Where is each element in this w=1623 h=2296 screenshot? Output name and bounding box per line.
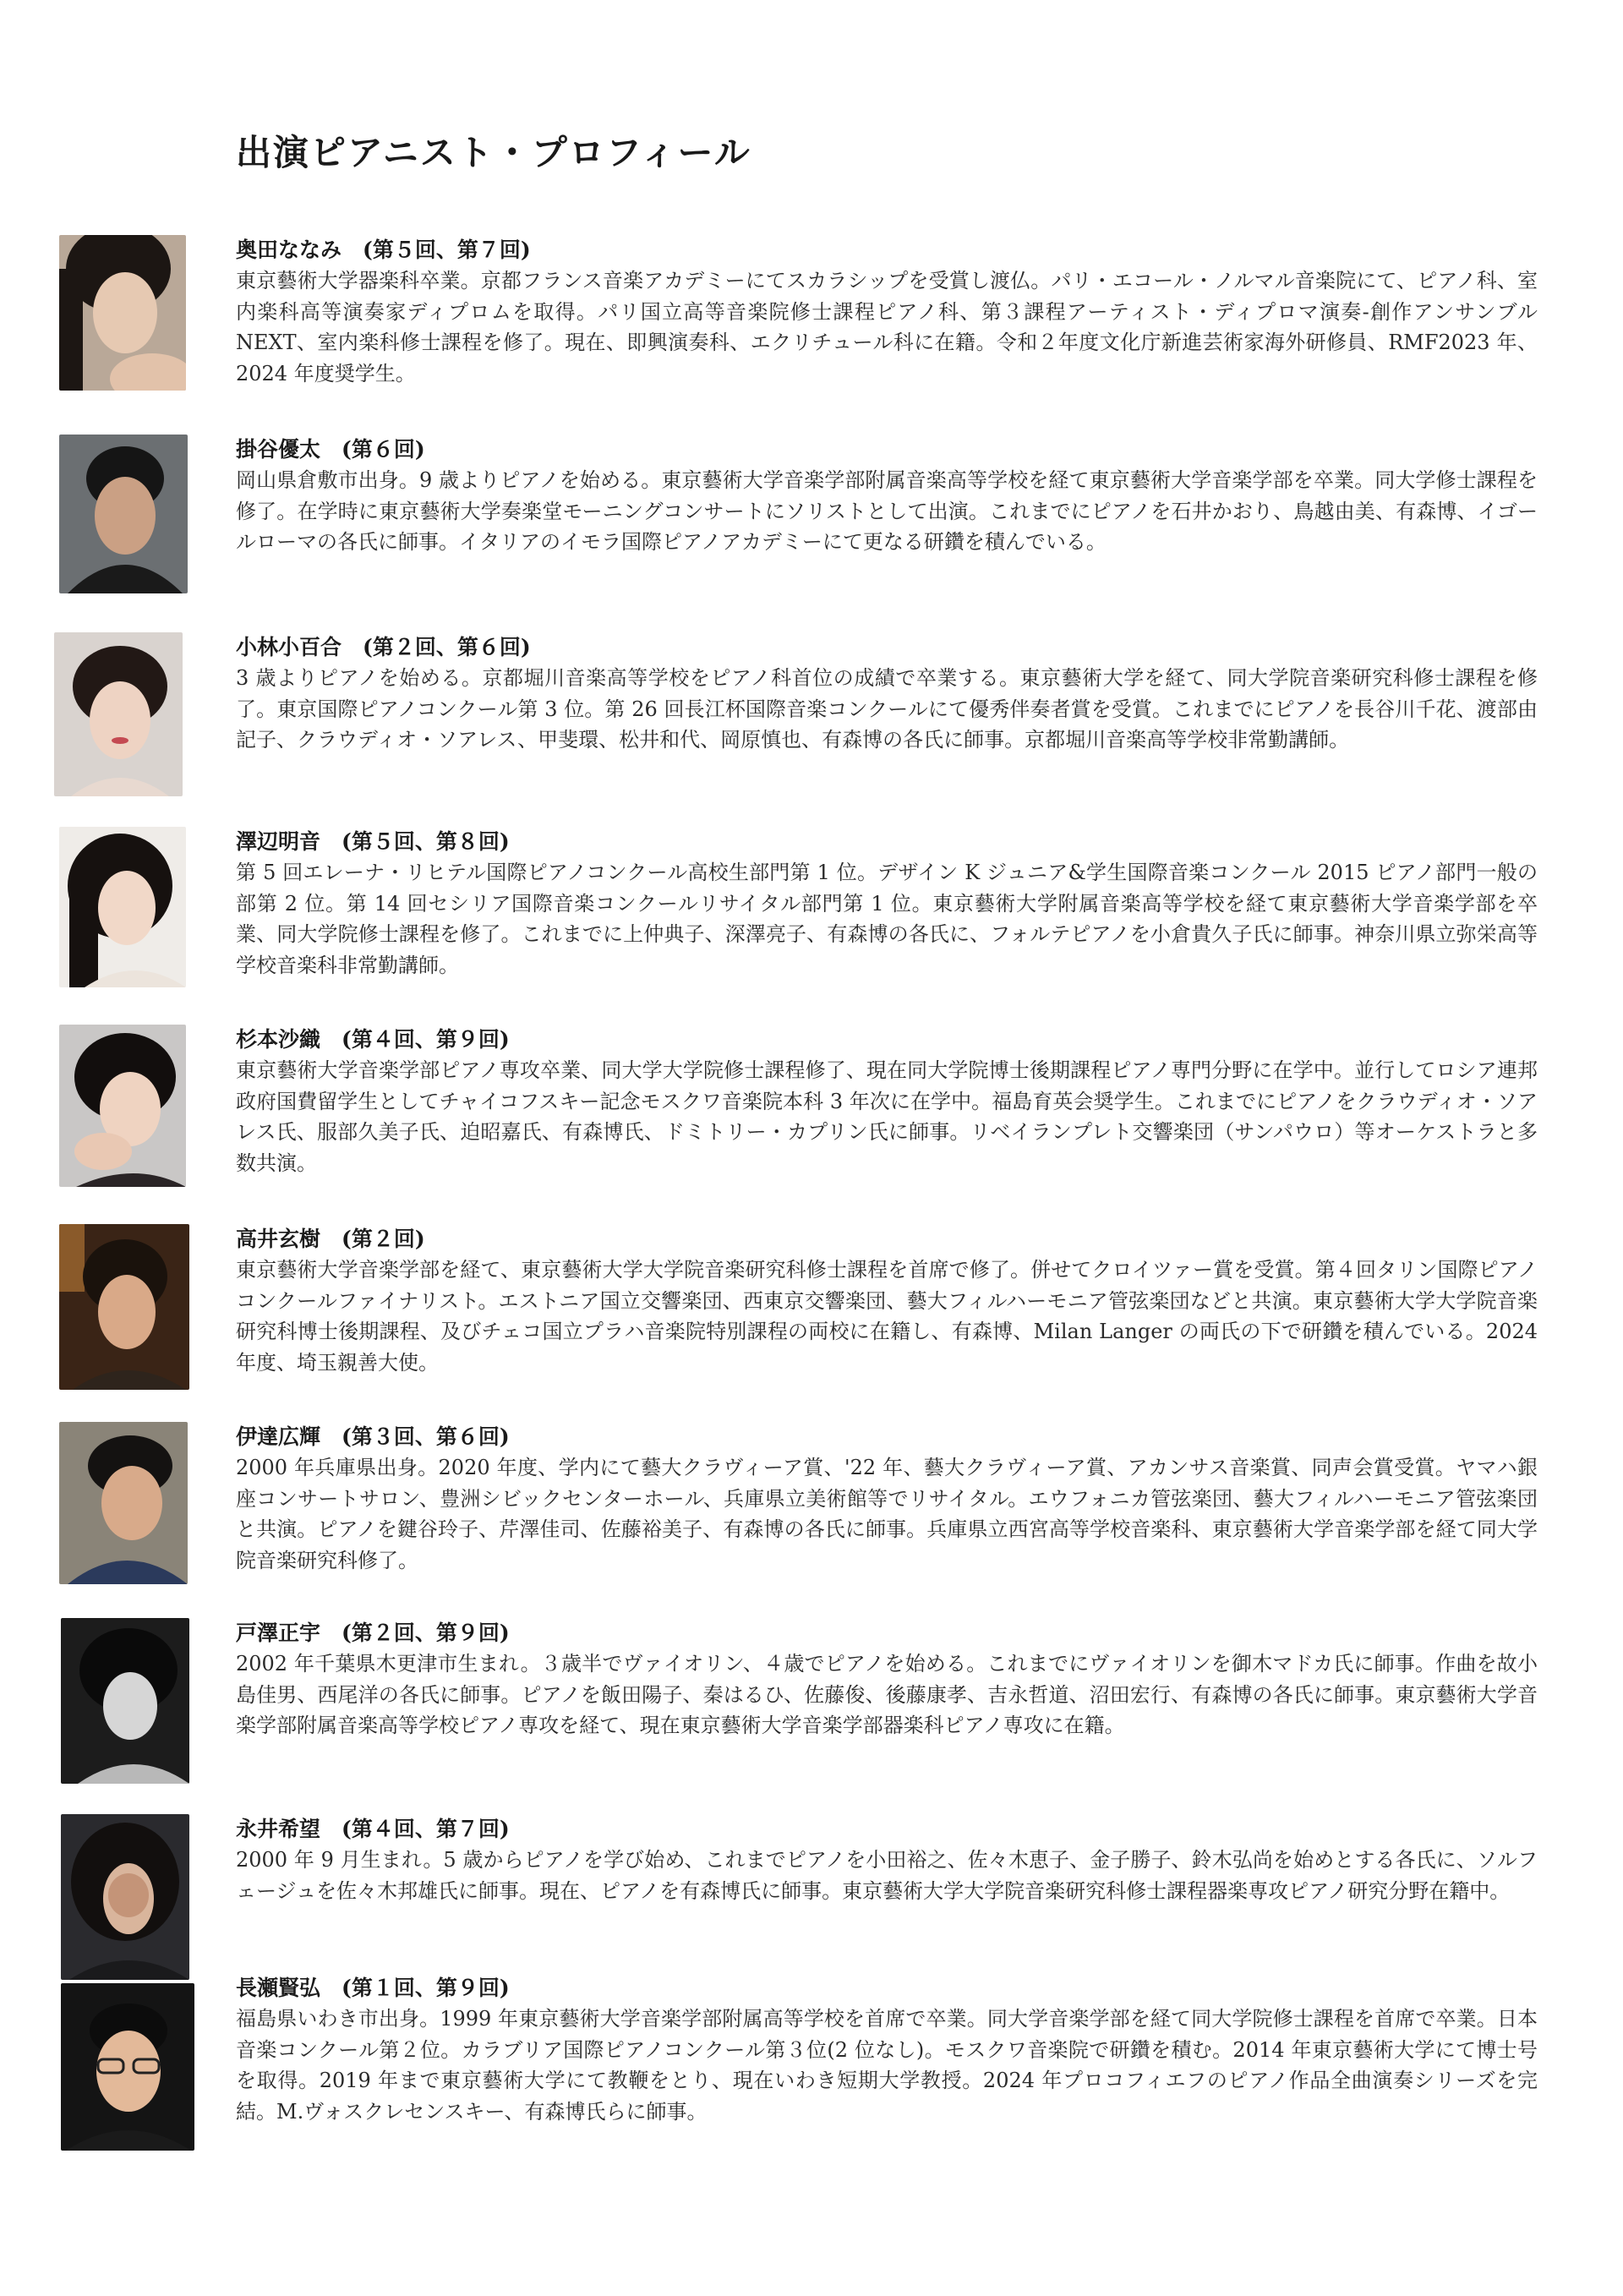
pianist-bio: 東京藝術大学音楽学部を経て、東京藝術大学大学院音楽研究科修士課程を首席で修了。併せてクロイツァー賞を受賞。第４回タリン国際ピアノコンクールファイナリスト。エストニア国立交響楽団、西東京交響楽団、藝大フィルハーモニア管弦楽団などと共演。東京藝術大学大学院音楽研究科博士後期課程、及びチェコ国立プラハ音楽院特別課程の両校に在籍し、有森博、Milan Langer の両氏の下で研鑽を積んでいる。2024 年度、埼玉親善大使。 (236, 1258, 1538, 1375)
profile-photo (59, 435, 188, 593)
profile-photo (59, 827, 186, 987)
pianist-name: 戸澤正宇 (第２回、第９回) (236, 1621, 510, 1645)
pianist-bio: 第 5 回エレーナ・リヒテル国際ピアノコンクール高校生部門第 1 位。デザイン K ジュニア&学生国際音楽コンクール 2015 ピアノ部門一般の部第 2 位。第 14 回セシリア国際音楽コンクールリサイタル部門第 1 位。東京藝術大学附属音楽高等学校を経て東京藝術大学音楽学部を卒業、同大学院修士課程を修了。これまでに上仲典子、深澤亮子、有森博の各氏に、フォルテピアノを小倉貴久子氏に師事。神奈川県立弥栄高等学校音楽科非常勤講師。 (236, 861, 1538, 977)
pianist-bio: 3 歳よりピアノを始める。京都堀川音楽高等学校をピアノ科首位の成績で卒業する。東京藝術大学を経て、同大学院音楽研究科修士課程を修了。東京国際ピアノコンクール第 3 位。第 26 回長江杯国際音楽コンクールにて優秀伴奏者賞を受賞。これまでにピアノを長谷川千花、渡部由記子、クラウディオ・ソアレス、甲斐環、松井和代、岡原慎也、有森博の各氏に師事。京都堀川音楽高等学校非常勤講師。 (236, 666, 1538, 752)
profile-photo (59, 235, 186, 391)
profile-photo (61, 1814, 189, 1980)
pianist-bio: 2000 年 9 月生まれ。5 歳からピアノを学び始め、これまでピアノを小田裕之、佐々木恵子、金子勝子、鈴木弘尚を始めとする各氏に、ソルフェージュを佐々木邦雄氏に師事。現在、ピアノを有森博氏に師事。東京藝術大学大学院音楽研究科修士課程器楽専攻ピアノ研究分野在籍中。 (236, 1848, 1538, 1903)
pianist-name: 小林小百合 (第２回、第６回) (236, 635, 531, 659)
pianist-name: 杉本沙織 (第４回、第９回) (236, 1027, 510, 1052)
profile-photo (61, 1618, 189, 1784)
pianist-name: 掛谷優太 (第６回) (236, 437, 425, 462)
pianist-name: 澤辺明音 (第５回、第８回) (236, 829, 510, 854)
pianist-bio: 東京藝術大学音楽学部ピアノ専攻卒業、同大学大学院修士課程修了、現在同大学院博士後期課程ピアノ専門分野に在学中。並行してロシア連邦政府国費留学生としてチャイコフスキー記念モスクワ音楽院本科 3 年次に在学中。福島育英会奨学生。これまでにピアノをクラウディオ・ソアレス氏、服部久美子氏、迫昭嘉氏、有森博氏、ドミトリー・カプリン氏に師事。リベイランプレト交響楽団（サンパウロ）等オーケストラと多数共演。 (236, 1058, 1538, 1175)
pianist-name: 高井玄樹 (第２回) (236, 1227, 425, 1251)
profile-photo (54, 632, 183, 796)
profile-photo (61, 1983, 194, 2151)
pianist-name: 長瀬賢弘 (第１回、第９回) (236, 1976, 510, 2000)
profile-photo (59, 1025, 186, 1187)
pianist-name: 永井希望 (第４回、第７回) (236, 1817, 510, 1841)
pianist-name: 伊達広輝 (第３回、第６回) (236, 1424, 510, 1449)
profile-photo (59, 1224, 189, 1390)
page-title: 出演ピアニスト・プロフィール (236, 132, 751, 173)
profile-photo (59, 1422, 188, 1584)
pianist-bio: 2000 年兵庫県出身。2020 年度、学内にて藝大クラヴィーア賞、'22 年、藝大クラヴィーア賞、アカンサス音楽賞、同声会賞受賞。ヤマハ銀座コンサートサロン、豊洲シビックセンターホール、兵庫県立美術館等でリサイタル。エウフォニカ管弦楽団、藝大フィルハーモニア管弦楽団と共演。ピアノを鍵谷玲子、芹澤佳司、佐藤裕美子、有森博の各氏に師事。兵庫県立西宮高等学校音楽科、東京藝術大学音楽学部を経て同大学院音楽研究科修了。 (236, 1456, 1538, 1572)
pianist-bio: 岡山県倉敷市出身。9 歳よりピアノを始める。東京藝術大学音楽学部附属音楽高等学校を経て東京藝術大学音楽学部を卒業。同大学修士課程を修了。在学時に東京藝術大学奏楽堂モーニングコンサートにソリストとして出演。これまでにピアノを石井かおり、鳥越由美、有森博、イゴールローマの各氏に師事。イタリアのイモラ国際ピアノアカデミーにて更なる研鑽を積んでいる。 (236, 468, 1538, 554)
pianist-bio: 2002 年千葉県木更津市生まれ。３歳半でヴァイオリン、４歳でピアノを始める。これまでにヴァイオリンを御木マドカ氏に師事。作曲を故小島佳男、西尾洋の各氏に師事。ピアノを飯田陽子、秦はるひ、佐藤俊、後藤康孝、吉永哲道、沼田宏行、有森博の各氏に師事。東京藝術大学音楽学部附属音楽高等学校ピアノ専攻を経て、現在東京藝術大学音楽学部器楽科ピアノ専攻に在籍。 (236, 1652, 1538, 1737)
pianist-bio: 東京藝術大学器楽科卒業。京都フランス音楽アカデミーにてスカラシップを受賞し渡仏。パリ・エコール・ノルマル音楽院にて、ピアノ科、室内楽科高等演奏家ディプロムを取得。パリ国立高等音楽院修士課程ピアノ科、第３課程アーティスト・ディプロマ演奏-創作アンサンブル NEXT、室内楽科修士課程を修了。現在、即興演奏科、エクリチュール科に在籍。令和２年度文化庁新進芸術家海外研修員、RMF2023 年、2024 年度奨学生。 (236, 269, 1538, 385)
pianist-bio: 福島県いわき市出身。1999 年東京藝術大学音楽学部附属高等学校を首席で卒業。同大学音楽学部を経て同大学院修士課程を首席で卒業。日本音楽コンクール第２位。カラブリア国際ピアノコンクール第３位(2 位なし)。モスクワ音楽院で研鑽を積む。2014 年東京藝術大学にて博士号を取得。2019 年まで東京藝術大学にて教鞭をとり、現在いわき短期大学教授。2024 年プロコフィエフのピアノ作品全曲演奏シリーズを完結。M.ヴォスクレセンスキー、有森博氏らに師事。 (236, 2007, 1538, 2124)
pianist-name: 奥田ななみ (第５回、第７回) (236, 238, 531, 262)
